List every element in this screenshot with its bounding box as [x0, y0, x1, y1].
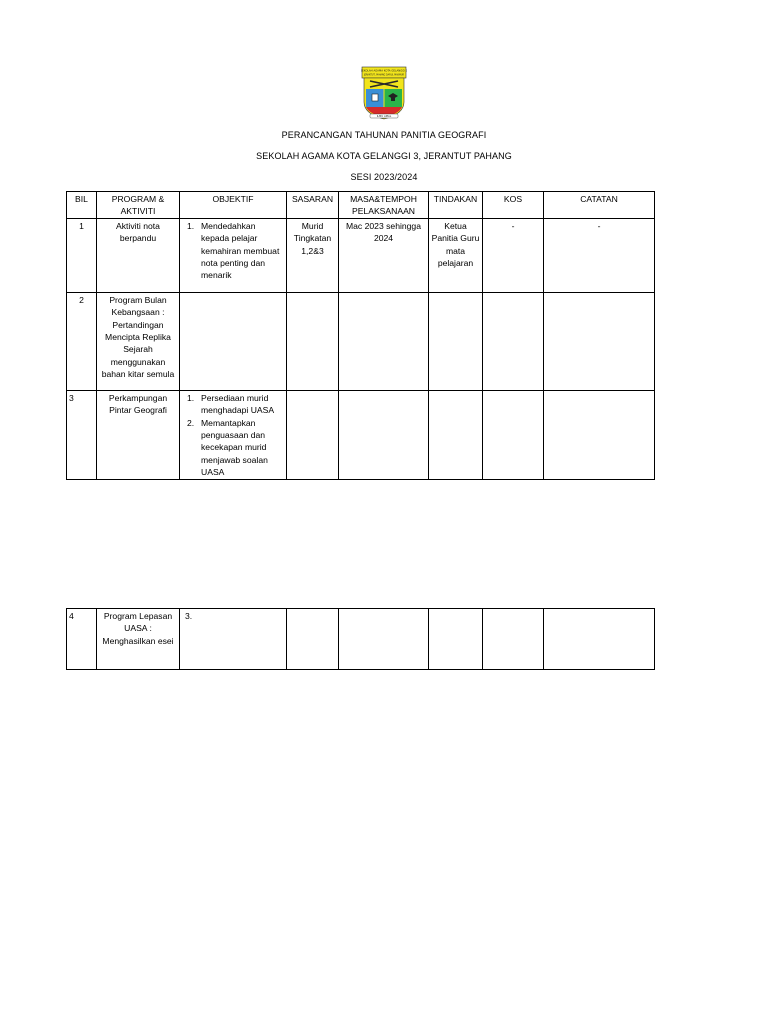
table-header-row — [67, 192, 655, 219]
column-header-tindakan: TINDAKAN — [429, 192, 483, 219]
objective-text — [199, 610, 284, 622]
cell-tindakan — [429, 390, 483, 479]
cell-catatan — [544, 609, 655, 670]
annual-plan-table-continued — [66, 608, 655, 670]
cell-sasaran: Murid Tingkatan 1,2&3 — [287, 218, 339, 292]
cell-kos: - — [483, 218, 544, 292]
cell-tindakan — [429, 609, 483, 670]
cell-objektif — [180, 292, 287, 390]
cell-program: Perkampungan Pintar Geografi — [97, 390, 180, 479]
svg-text:SEKOLAH AGAMA KOTA GELANGGI 3: SEKOLAH AGAMA KOTA GELANGGI 3 — [361, 69, 407, 73]
cell-masa — [339, 609, 429, 670]
objective-list — [182, 610, 284, 622]
objective-list — [182, 392, 284, 479]
column-header-sasaran: SASARAN — [287, 192, 339, 219]
cell-sasaran — [287, 292, 339, 390]
objective-number: 3. — [185, 611, 193, 621]
objective-item — [182, 220, 284, 282]
objective-number: 1. — [187, 392, 195, 403]
document-title: PERANCANGAN TAHUNAN PANITIA GEOGRAFI — [281, 130, 487, 140]
cell-bil: 4 — [67, 609, 97, 670]
cell-program: Aktiviti nota berpandu — [97, 218, 180, 292]
objective-list — [182, 220, 284, 282]
cell-masa: Mac 2023 sehingga 2024 — [339, 218, 429, 292]
objective-text: Memantapkan penguasaan dan kecekapan murid menjawab soalan UASA — [201, 417, 268, 478]
objective-item — [182, 417, 284, 479]
objective-text: Mendedahkan kepada pelajar kemahiran membuat nota penting dan menarik — [201, 220, 280, 281]
column-header-catatan: CATATAN — [544, 192, 655, 219]
objective-item — [182, 392, 284, 417]
cell-kos — [483, 609, 544, 670]
table-row — [67, 609, 655, 670]
cell-tindakan — [429, 292, 483, 390]
cell-objektif — [180, 218, 287, 292]
cell-sasaran — [287, 390, 339, 479]
cell-program: Program Lepasan UASA : Menghasilkan esei — [97, 609, 180, 670]
objective-number: 1. — [187, 220, 195, 231]
objective-number: 2. — [187, 417, 195, 428]
svg-text:JERANTUT, PAHANG DARUL MAKMUR: JERANTUT, PAHANG DARUL MAKMUR — [363, 73, 405, 77]
cell-bil: 3 — [67, 390, 97, 479]
column-header-bil: BIL — [67, 192, 97, 219]
school-crest-logo — [361, 66, 407, 122]
table-row — [67, 218, 655, 292]
cell-program: Program Bulan Kebangsaan : Pertandingan Mencipta Replika Sejarah menggunakan bahan kitar semula — [97, 292, 180, 390]
objective-text: Persediaan murid menghadapi UASA — [201, 392, 275, 416]
svg-text:ILMU AMAL: ILMU AMAL — [376, 115, 392, 118]
cell-catatan — [544, 390, 655, 479]
annual-plan-table — [66, 191, 655, 480]
column-header-masa: MASA&TEMPOH PELAKSANAAN — [339, 192, 429, 219]
cell-masa — [339, 390, 429, 479]
cell-catatan — [544, 292, 655, 390]
cell-tindakan: Ketua Panitia Guru mata pelajaran — [429, 218, 483, 292]
column-header-program: PROGRAM & AKTIVITI — [97, 192, 180, 219]
school-name: SEKOLAH AGAMA KOTA GELANGGI 3, JERANTUT PAHANG — [256, 151, 512, 161]
column-header-kos: KOS — [483, 192, 544, 219]
cell-objektif — [180, 609, 287, 670]
session-label: SESI 2023/2024 — [350, 172, 418, 182]
table-row — [67, 390, 655, 479]
objective-item — [182, 610, 284, 622]
column-header-objektif: OBJEKTIF — [180, 192, 287, 219]
cell-bil: 2 — [67, 292, 97, 390]
cell-sasaran — [287, 609, 339, 670]
table-row — [67, 292, 655, 390]
cell-catatan: - — [544, 218, 655, 292]
cell-kos — [483, 292, 544, 390]
cell-bil: 1 — [67, 218, 97, 292]
cell-kos — [483, 390, 544, 479]
cell-objektif — [180, 390, 287, 479]
cell-masa — [339, 292, 429, 390]
